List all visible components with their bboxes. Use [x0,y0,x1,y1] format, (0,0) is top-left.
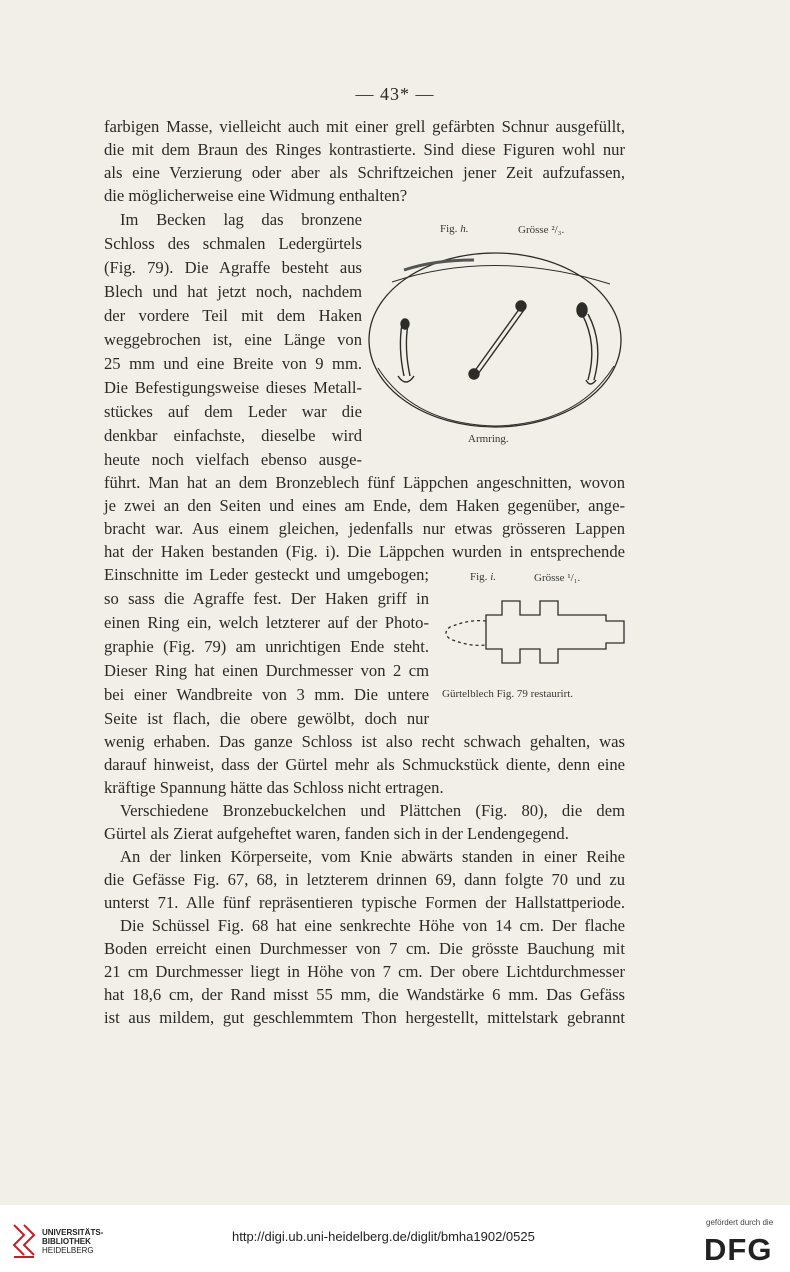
text-line: weggebrochen ist, eine Länge von [104,330,362,349]
university-logo-icon [10,1221,38,1261]
page-number: — 43* — [355,84,435,104]
text-line: Verschiedene Bronzebuckelchen und Plättchen (Fig. 80), die dem [120,801,625,820]
text-line: der vordere Teil mit dem Haken [104,306,362,325]
text-line: Boden erreicht einen Durchmesser von 7 cm. Die grösste Bauchung mit [104,939,625,958]
text-line: denkbar einfachste, dieselbe wird [104,426,362,445]
text-line: farbigen Masse, vielleicht auch mit einer grell gefärbten Schnur ausgefüllt, [104,117,625,136]
source-url[interactable]: http://digi.ub.uni-heidelberg.de/diglit/bmha1902/0525 [232,1229,535,1244]
text-line: darauf hinweist, dass der Gürtel mehr als Schmuckstück diente, denn eine [104,755,625,774]
text-line: bracht war. Aus einem gleichen, jedenfalls nur etwas grösseren Lappen [104,519,625,538]
text-line: so sass die Agraffe fest. Der Haken griff in [104,589,429,608]
text-line: je zwei an den Seiten und eines am Ende, dem Haken gegenüber, ange- [104,496,625,515]
text-line: ist aus mildem, gut geschlemmtem Thon hergestellt, mittelstark gebrannt [104,1008,625,1027]
fig-h-size: Grösse ²/₃. [518,224,565,236]
text-line: 25 mm und eine Breite von 9 mm. [104,354,362,373]
text-line: graphie (Fig. 79) am unrichtigen Ende steht. [104,637,429,656]
text-line: Im Becken lag das bronzene [120,210,362,229]
text-line: kräftige Spannung hätte das Schloss nicht ertragen. [104,778,444,797]
text-line: An der linken Körperseite, vom Knie abwärts standen in einer Reihe [120,847,625,866]
armring-figure [364,248,626,434]
text-line: stückes auf dem Leder war die [104,402,362,421]
fig-h-caption: Armring. [468,433,509,445]
fig-i-caption: Gürtelblech Fig. 79 restaurirt. [442,688,574,700]
fig-i-label: Fig. i. [470,571,496,583]
belt-plate-figure [440,595,630,675]
text-line: Dieser Ring hat einen Durchmesser von 2 cm [104,661,429,680]
fig-i-size: Grösse ¹/₁. [534,572,581,584]
text-line: bei einer Wandbreite von 3 mm. Die untere [104,685,429,704]
funding-note: gefördert durch die [706,1218,774,1227]
text-line: die mit dem Braun des Ringes kontrastierte. Sind diese Figuren wohl nur [104,140,625,159]
dfg-logo: DFG [704,1232,773,1267]
text-line: einen Ring ein, welch letzterer auf der Photo- [104,613,429,632]
text-line: unterst 71. Alle fünf repräsentieren typische Formen der Hallstattperiode. [104,893,625,912]
text-line: heute noch vielfach ebenso ausge- [104,450,362,469]
text-line: Einschnitte im Leder gesteckt und umgebogen; [104,565,429,584]
text-line: als eine Verzierung oder aber als Schriftzeichen jener Zeit aufzufassen, [104,163,625,182]
text-line: 21 cm Durchmesser liegt in Höhe von 7 cm. Der obere Lichtdurchmesser [104,962,625,981]
text-line: die Gefässe Fig. 67, 68, in letzterem drinnen 69, dann folgte 70 und zu [104,870,625,889]
text-line: Die Schüssel Fig. 68 hat eine senkrechte Höhe von 14 cm. Der flache [120,916,625,935]
text-line: die möglicherweise eine Widmung enthalten? [104,186,408,205]
text-line: Blech und hat jetzt noch, nachdem [104,282,362,301]
university-library-name: UNIVERSITÄTS- BIBLIOTHEK HEIDELBERG [42,1228,104,1255]
fig-h-label: Fig. h. [440,223,469,235]
text-line: (Fig. 79). Die Agraffe besteht aus [104,258,362,277]
loop-left [398,319,414,382]
text-line: Seite ist flach, die obere gewölbt, doch nur [104,709,429,728]
text-line: wenig erhaben. Das ganze Schloss ist also recht schwach gehalten, was [104,732,625,751]
text-line: Die Befestigungsweise dieses Metall- [104,378,362,397]
pin [469,301,526,379]
text-line: führt. Man hat an dem Bronzeblech fünf Läppchen angeschnitten, wovon [104,473,625,492]
text-line: Gürtel als Zierat aufgeheftet waren, fanden sich in der Lendengegend. [104,824,569,843]
loop-right [577,303,598,384]
text-line: Schloss des schmalen Ledergürtels [104,234,362,253]
text-line: hat 18,6 cm, der Rand misst 55 mm, die Wandstärke 6 mm. Das Gefäss [104,985,625,1004]
text-line: hat der Haken bestanden (Fig. i). Die Läppchen wurden in entsprechende [104,542,625,561]
